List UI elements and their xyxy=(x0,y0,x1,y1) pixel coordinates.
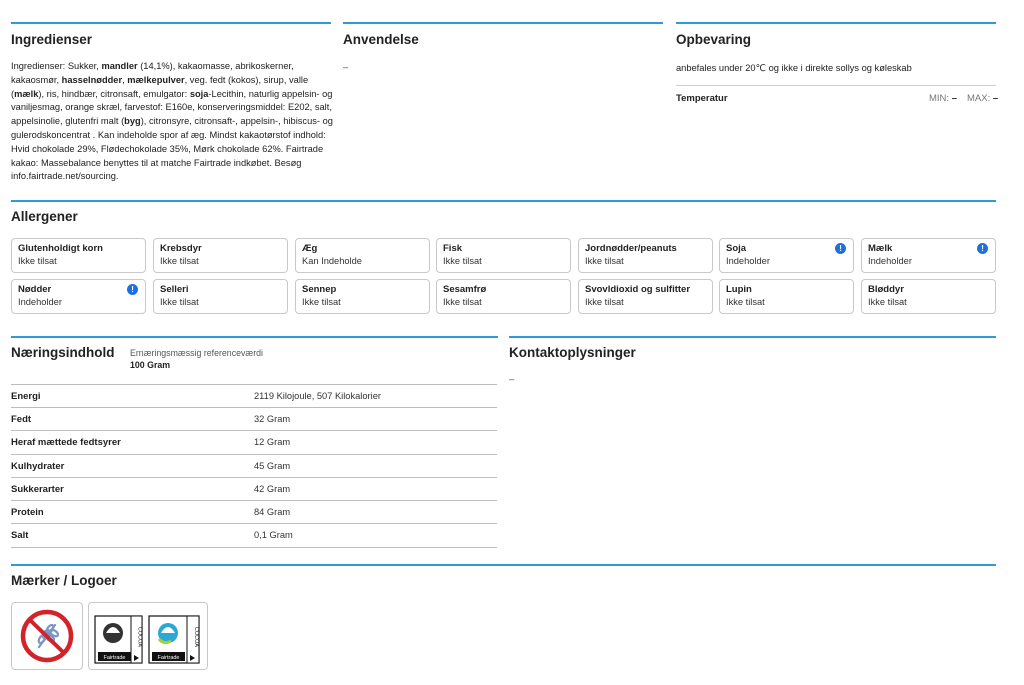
allergen-card xyxy=(153,279,288,314)
allergen-status: Ikke tilsat xyxy=(868,297,907,307)
ingredient-allergen-emphasis: soja xyxy=(189,88,209,99)
ingredient-text-part: ), ris, hindbær, citronsaft, emulgator: xyxy=(38,88,190,99)
nutrition-reference-label: Ernæringsmæssig referenceværdi xyxy=(130,348,263,358)
allergen-card xyxy=(578,238,713,273)
allergen-card xyxy=(436,238,571,273)
allergen-card xyxy=(11,238,146,273)
allergen-card xyxy=(11,279,146,314)
nutrition-value: 2119 Kilojoule, 507 Kilokalorier xyxy=(254,391,381,401)
contact-rule xyxy=(509,336,996,338)
allergen-name: Soja xyxy=(726,243,747,254)
warning-icon: ! xyxy=(977,243,988,254)
allergen-name: Sennep xyxy=(302,284,337,295)
nutrition-reference-value: 100 Gram xyxy=(130,360,171,370)
ingredient-allergen-emphasis: mælkepulver xyxy=(127,74,185,85)
nutrition-row xyxy=(11,523,497,546)
allergen-status: Ikke tilsat xyxy=(585,297,624,307)
storage-heading: Opbevaring xyxy=(676,32,752,47)
nutrition-label: Sukkerarter xyxy=(11,483,64,495)
allergen-status: Ikke tilsat xyxy=(726,297,765,307)
allergen-name: Krebsdyr xyxy=(160,243,202,254)
nutrition-row xyxy=(11,430,497,453)
allergen-name: Æg xyxy=(302,243,318,254)
allergen-name: Lupin xyxy=(726,284,752,295)
nutrition-value: 42 Gram xyxy=(254,483,291,494)
allergen-card xyxy=(719,238,854,273)
nutrition-value: 84 Gram xyxy=(254,507,291,517)
nutrition-row xyxy=(11,454,497,477)
nutrition-label: Fedt xyxy=(11,414,32,426)
ingredients-rule xyxy=(11,22,331,24)
temperature-min-label: MIN: xyxy=(929,93,950,104)
nutrition-row xyxy=(11,477,497,500)
nutrition-row xyxy=(11,407,497,430)
ingredient-text-part: (14,1%), kakaomasse, abrikoskerner, kakaosmør, xyxy=(11,61,294,85)
nutrition-value: 32 Gram xyxy=(254,414,291,425)
nutrition-label: Salt xyxy=(11,530,29,542)
allergen-name: Bløddyr xyxy=(868,284,904,295)
allergen-status: Ikke tilsat xyxy=(443,256,482,266)
temperature-label: Temperatur xyxy=(676,93,728,104)
nutrition-table-bottom-rule xyxy=(11,547,497,548)
allergen-status: Ikke tilsat xyxy=(160,256,199,266)
ingredient-allergen-emphasis: hasselnødder xyxy=(61,74,123,85)
ingredient-allergen-emphasis: mandler xyxy=(101,61,138,71)
logos-rule xyxy=(11,564,996,566)
allergen-status: Ikke tilsat xyxy=(160,297,199,307)
nutrition-value: 12 Gram xyxy=(254,437,291,448)
allergen-name: Glutenholdigt korn xyxy=(18,243,103,254)
ingredient-text-part: ), citronsyre, citronsaft-, appelsin-, hibiscus- og gulerodskoncentrat . Kan indeholde spor af æg. Mindst kakaotørstof indhold: Hvid chokolade 29%, Flødechokolade 35%, Mørk chokolade 62%. Fairtrade kakao: Massebalance benyttes til at matche Fairtrade indkøbet. Besøg info.fairtrade.net/sourcing. xyxy=(11,116,333,182)
allergen-name: Nødder xyxy=(18,284,52,295)
allergens-rule xyxy=(11,200,996,202)
usage-rule xyxy=(343,22,663,24)
nutrition-row xyxy=(11,384,497,407)
temperature-max-value: – xyxy=(992,93,999,104)
allergen-status: Ikke tilsat xyxy=(302,297,341,307)
ingredient-text-part: -Lecithin, naturlig appelsin- og vaniljesmag, orange skræl, farvestof: E160e, konserveringsmiddel: E202, salt, appelsinolie, glutenfri malt ( xyxy=(11,88,333,127)
nutrition-label: Kulhydrater xyxy=(11,460,65,472)
nutrition-rule xyxy=(11,336,498,338)
nutrition-heading: Næringsindhold xyxy=(11,345,115,360)
cocoa-text-1: COCOA xyxy=(136,626,143,648)
warning-icon: ! xyxy=(835,243,846,254)
storage-rule xyxy=(676,22,996,24)
allergen-card xyxy=(436,279,571,314)
allergen-status: Indeholder xyxy=(868,256,912,266)
allergen-name: Fisk xyxy=(443,243,463,254)
allergen-status: Kan Indeholde xyxy=(302,256,362,266)
allergen-status: Indeholder xyxy=(726,256,770,266)
contact-heading: Kontaktoplysninger xyxy=(509,345,636,360)
ingredients-text xyxy=(11,60,339,184)
allergen-status: Ikke tilsat xyxy=(18,256,57,266)
storage-text: anbefales under 20℃ og ikke i direkte sollys og køleskab xyxy=(676,63,912,73)
nutrition-value: 45 Gram xyxy=(254,460,291,471)
fairtrade-logo xyxy=(88,602,208,670)
fairtrade-text-2: Fairtrade xyxy=(157,655,180,661)
gluten-free-icon xyxy=(12,603,82,669)
nutrition-row xyxy=(11,500,497,523)
temperature-min xyxy=(929,93,957,104)
allergen-status: Ikke tilsat xyxy=(585,256,624,266)
ingredient-allergen-emphasis: mælk xyxy=(14,88,39,99)
gluten-free-logo xyxy=(11,602,83,670)
allergen-status: Ikke tilsat xyxy=(443,297,482,307)
ingredient-text-part: , veg. fedt (kokos), sirup, valle ( xyxy=(11,74,309,99)
cocoa-text-2: COCOA xyxy=(193,626,199,648)
contact-value: – xyxy=(509,374,515,385)
allergen-card xyxy=(153,238,288,273)
temperature-divider xyxy=(676,85,996,86)
logos-heading: Mærker / Logoer xyxy=(11,573,117,588)
ingredient-allergen-emphasis: byg xyxy=(124,116,141,127)
allergen-status: Indeholder xyxy=(18,297,62,307)
nutrition-value: 0,1 Gram xyxy=(254,530,293,541)
allergen-name: Selleri xyxy=(160,284,189,295)
allergen-card xyxy=(719,279,854,314)
nutrition-label: Protein xyxy=(11,507,44,518)
allergen-card xyxy=(861,279,996,314)
nutrition-label: Heraf mættede fedtsyrer xyxy=(11,437,121,449)
allergens-heading: Allergener xyxy=(11,209,78,224)
nutrition-label: Energi xyxy=(11,391,41,402)
ingredient-text-part: Ingredienser: Sukker, xyxy=(11,61,102,71)
allergen-name: Sesamfrø xyxy=(443,284,487,295)
usage-value: – xyxy=(343,62,349,73)
allergen-card xyxy=(295,279,430,314)
usage-heading: Anvendelse xyxy=(343,32,419,47)
fairtrade-cocoa-icon xyxy=(89,603,207,669)
allergen-name: Svovldioxid og sulfitter xyxy=(585,284,691,295)
allergen-name: Mælk xyxy=(868,243,893,254)
temperature-min-value: – xyxy=(951,93,957,104)
fairtrade-text-1: Fairtrade xyxy=(103,655,126,661)
allergen-card xyxy=(578,279,713,314)
temperature-max xyxy=(967,93,998,104)
allergen-card xyxy=(295,238,430,273)
temperature-max-label: MAX: xyxy=(967,93,991,104)
ingredients-heading: Ingredienser xyxy=(11,32,93,47)
allergen-name: Jordnødder/peanuts xyxy=(585,243,677,254)
warning-icon: ! xyxy=(127,284,138,295)
ingredient-text-part: , xyxy=(122,74,128,85)
allergen-card xyxy=(861,238,996,273)
